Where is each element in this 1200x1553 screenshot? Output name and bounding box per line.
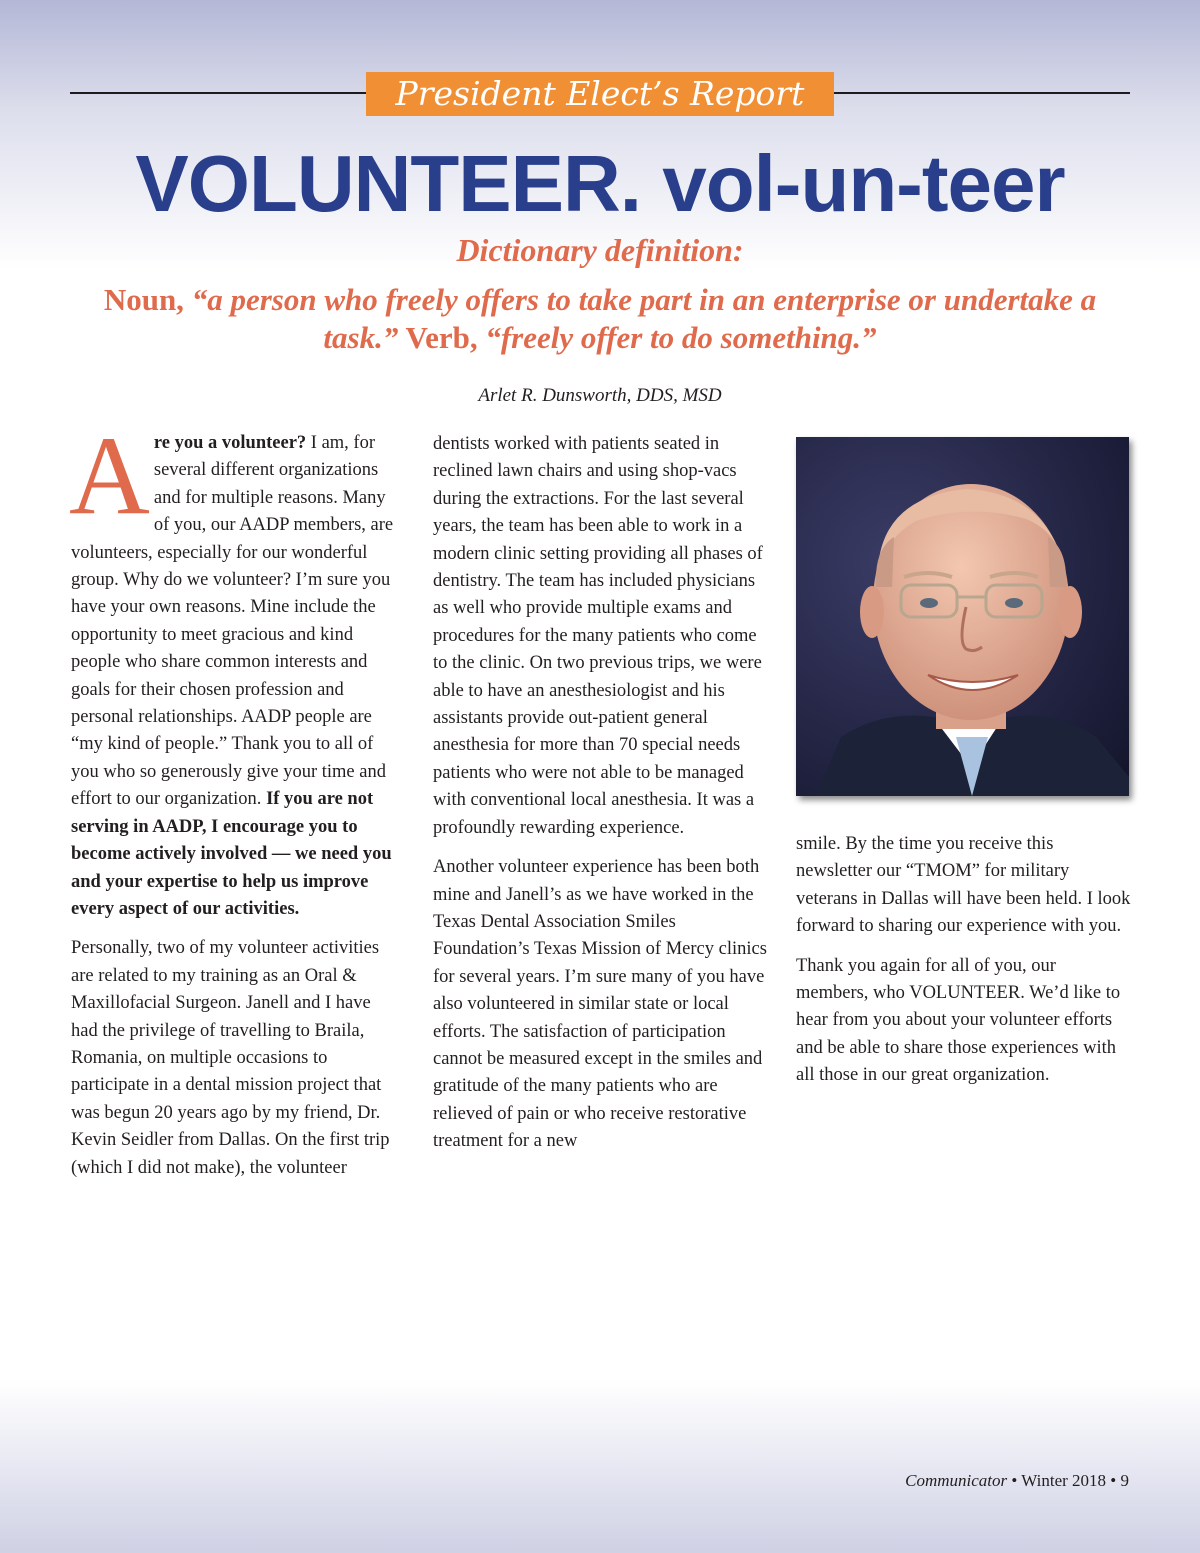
article-column-3	[796, 831, 1131, 1102]
article-paragraph-3-start: Another volunteer experience has been both mine and Janell’s as we have worked in the Texas Dental Association Smiles Foundation’s Texas Mission of Mercy clinics for several years. I’m sure many of you have also volunteered in similar state or local efforts. The satisfaction of participation cannot be measured except in the smiles and gratitude of the many patients who are relieved of pain or who receive restorative treatment for a new	[433, 857, 767, 1152]
dictionary-label: Dictionary definition:	[456, 232, 744, 268]
definition-verb-lead: Verb,	[398, 320, 486, 355]
article-paragraph-3-end: smile. By the time you receive this newsletter our “TMOM” for military veterans in Dallas will have been held. I look forward to sharing our experience with you.	[796, 834, 1131, 937]
definition-text	[100, 281, 1100, 357]
article-paragraph-4: Thank you again for all of you, our members, who VOLUNTEER. We’d like to hear from you about your volunteer efforts and be able to share those experiences with all those in our great organization.	[796, 955, 1121, 1086]
author-byline: Arlet R. Dunsworth, DDS, MSD	[478, 385, 722, 406]
page-footer	[905, 1470, 1129, 1492]
page-headline: VOLUNTEER. vol-un-teer	[135, 139, 1065, 228]
opening-question: re you a volunteer?	[153, 433, 307, 453]
definition-noun-quote: “a person who freely offers to take part in an enterprise or undertake a task.”	[191, 282, 1097, 355]
paragraph-1-body: I am, for several different organizations and for multiple reasons. Many of you, our AADP members, are volunteers, especially for our wonderful group. Why do we volunteer? I’m sure you have your own reasons. Mine include the opportunity to meet gracious and kind people who share common interests and goals for their chosen profession and personal relationships. AADP people are “my kind of people.” Thank you to all of you who so generously give your time and effort to our organization.	[71, 433, 394, 810]
portrait-illustration	[796, 437, 1129, 796]
article-paragraph-2-cont: dentists worked with patients seated in reclined lawn chairs and using shop-vacs during the extractions. For the last several years, the team has been able to work in a modern clinic setting providing all phases of dentistry. The team has included physicians as well who provide multiple exams and procedures for the many patients who come to the clinic. On two previous trips, we were able to have an anesthesiologist and his assistants provide out-patient general anesthesia for more than 70 special needs patients who were not able to be managed with conventional local anesthesia. It was a profoundly rewarding experience.	[433, 434, 763, 838]
issue-and-page: • Winter 2018 • 9	[1007, 1471, 1129, 1490]
section-banner: President Elect’s Report	[366, 72, 834, 116]
article-paragraph-1	[69, 414, 401, 923]
definition-noun-lead: Noun,	[103, 282, 192, 317]
author-portrait	[796, 437, 1129, 796]
article-column-2	[433, 431, 773, 1168]
header-rule-right	[834, 92, 1130, 94]
drop-cap: A	[69, 414, 150, 538]
magazine-name: Communicator	[905, 1471, 1008, 1490]
article-paragraph-2-start: Personally, two of my volunteer activities are related to my training as an Oral & Maxillofacial Surgeon. Janell and I have had the privilege of travelling to Braila, Romania, on multiple occasions to participate in a dental mission project that was begun 20 years ago by my friend, Dr. Kevin Seidler from Dallas. On the first trip (which I did not make), the volunteer	[71, 938, 390, 1178]
definition-verb-quote: “freely offer to do something.”	[485, 320, 877, 355]
call-to-action: If you are not serving in AADP, I encourage you to become actively involved — we need you and your expertise to help us improve every aspect of our activities.	[71, 789, 392, 919]
article-column-1	[69, 414, 401, 1194]
header-rule-left	[70, 92, 366, 94]
